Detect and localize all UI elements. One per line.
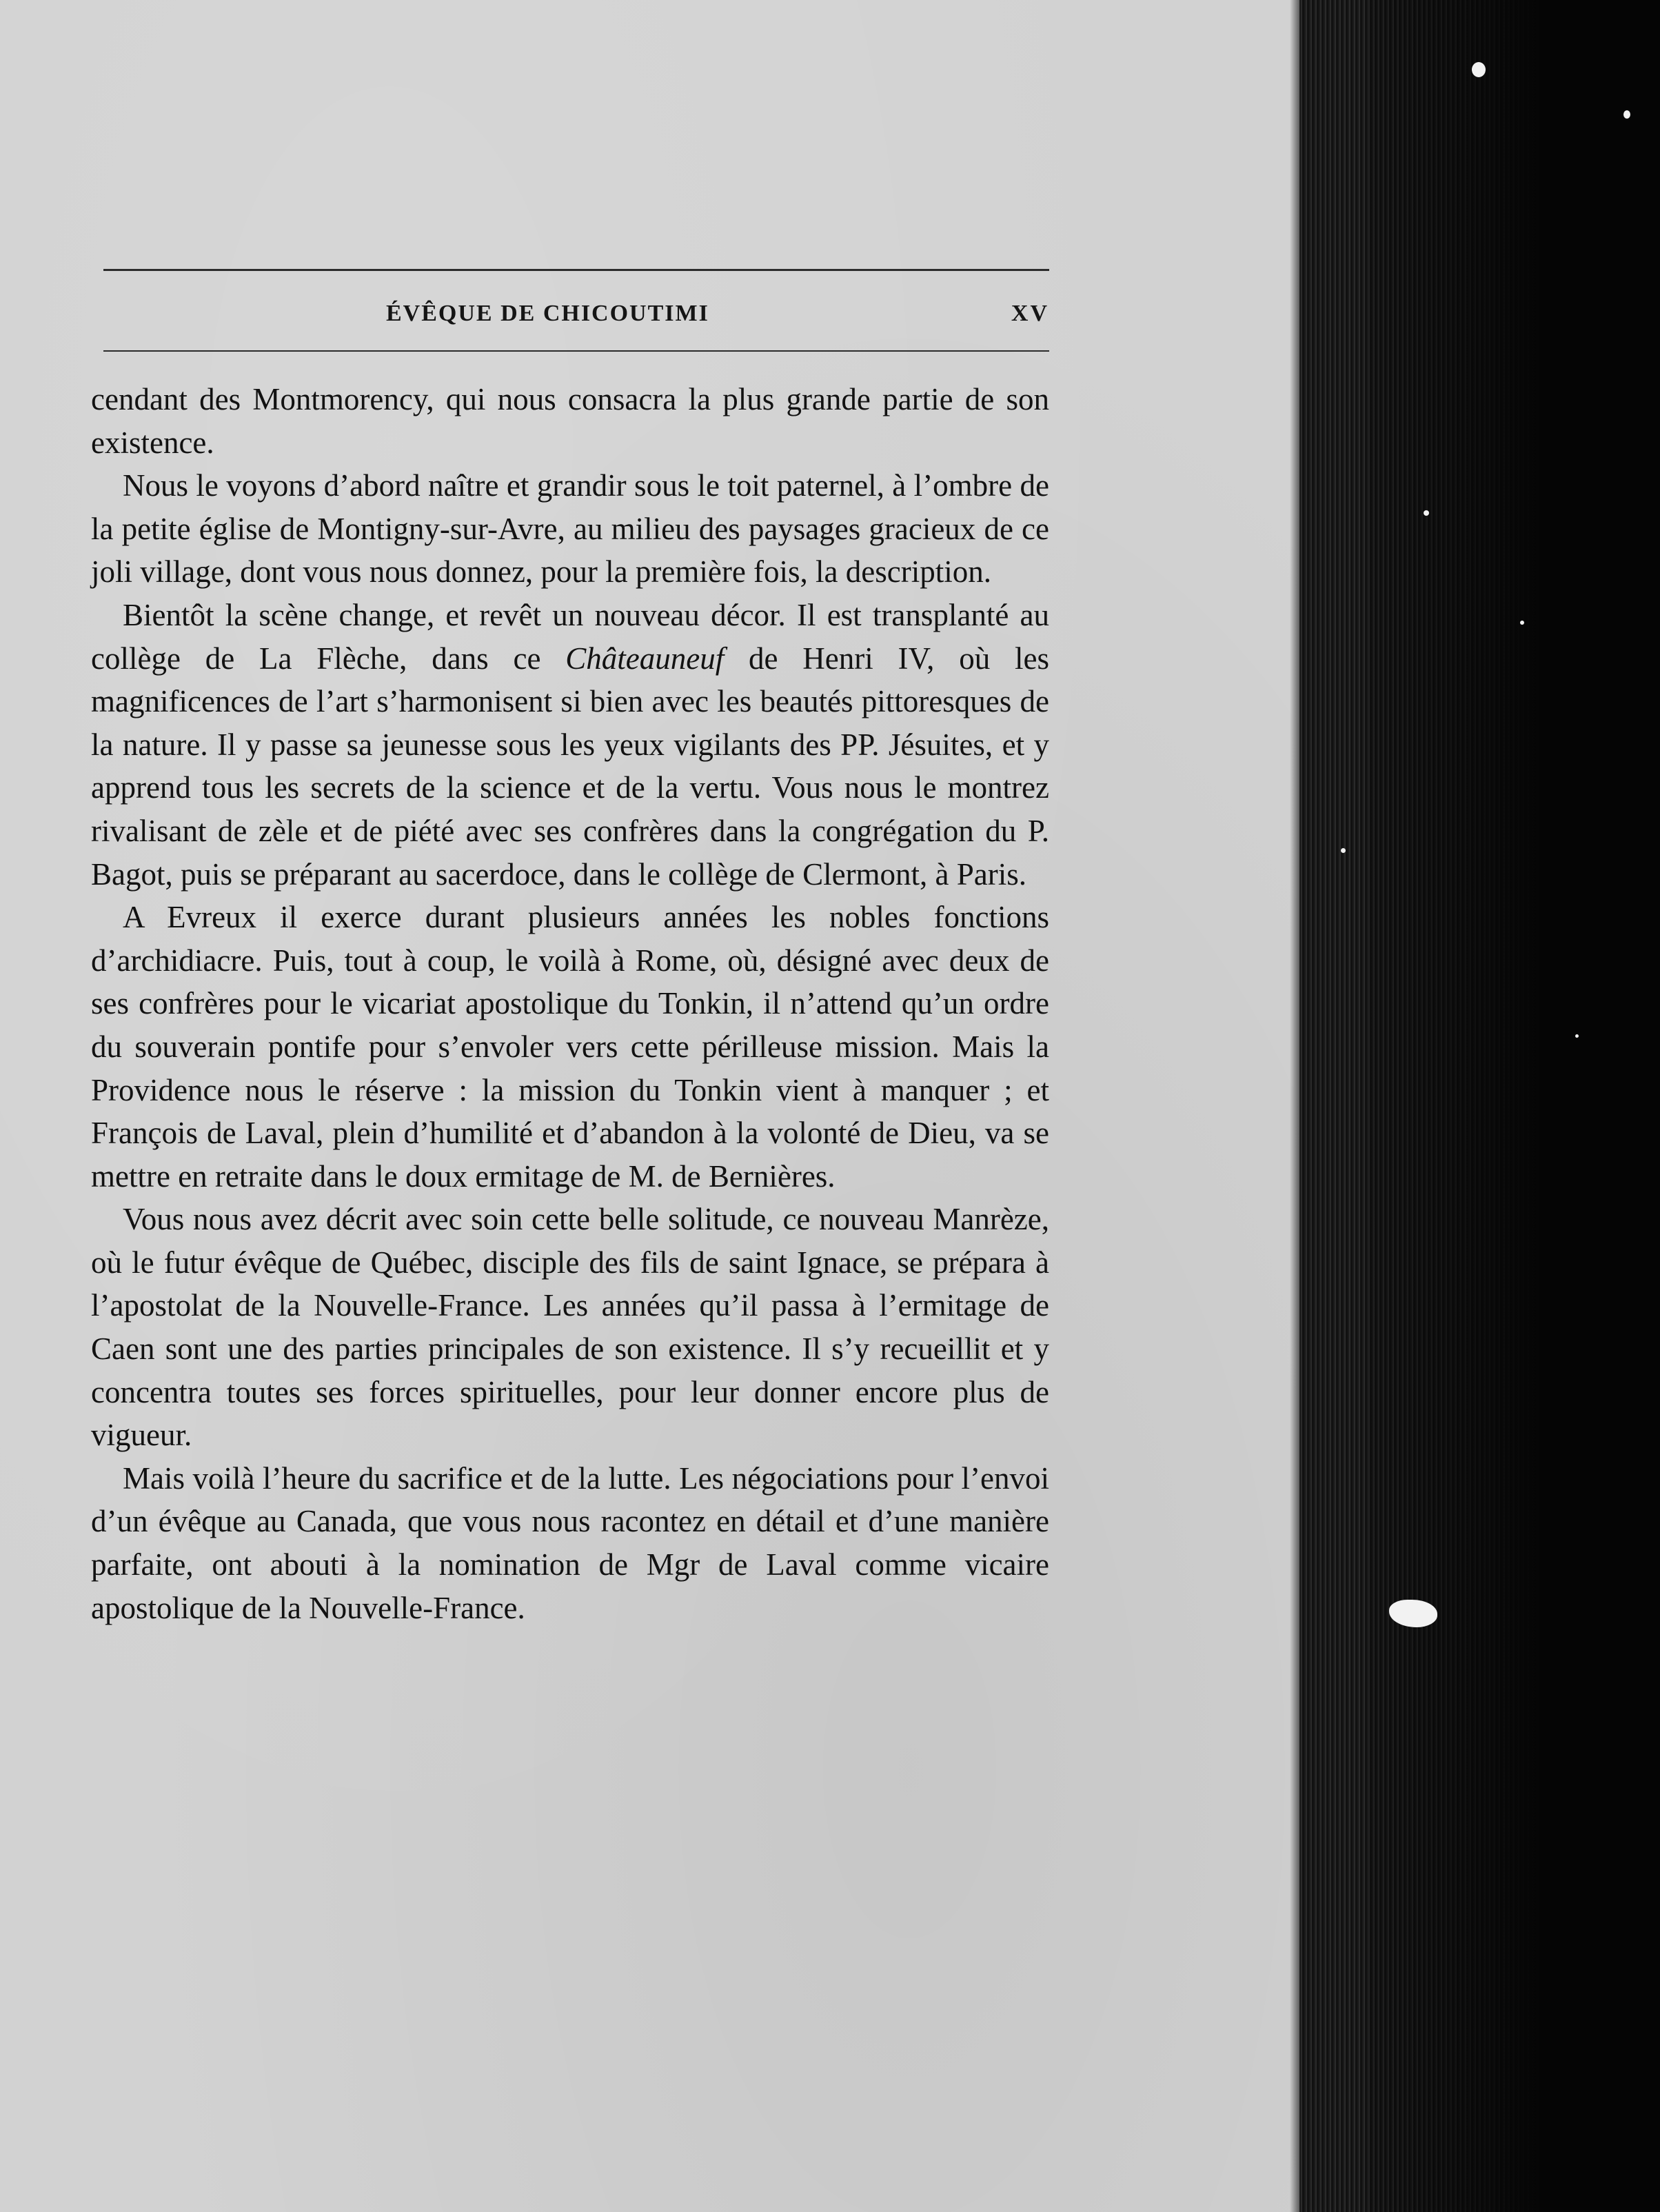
- text-run: cendant des Montmorency, qui nous consacra la plus grande partie de son existence.: [91, 382, 1049, 460]
- dust-speck: [1623, 110, 1630, 119]
- header-rule-top: [103, 269, 1049, 271]
- dust-speck: [1424, 510, 1429, 516]
- text-run: Nous le voyons d’abord naître et grandir sous le toit paternel, à l’ombre de la petite église de Montigny-sur-Avre, au milieu des paysages gracieux de ce joli village, dont vous nous donnez, pour la première fois, la description.: [91, 468, 1049, 590]
- paragraph: [91, 378, 1049, 464]
- paragraph: [91, 896, 1049, 1198]
- page-number: XV: [1011, 301, 1049, 326]
- dust-speck: [1472, 62, 1486, 77]
- page-stack-edge: [1299, 0, 1660, 2212]
- text-run: Mais voilà l’heure du sacrifice et de la lutte. Les négociations pour l’envoi d’un évêque au Canada, que vous nous racontez en détail et d’une manière parfaite, ont abouti à la nomination de Mgr de Laval comme vicaire apostolique de la Nouvelle-France.: [91, 1460, 1049, 1625]
- body-text: [91, 378, 1049, 1629]
- paragraph: [91, 1198, 1049, 1457]
- running-head-title: ÉVÊQUE DE CHICOUTIMI: [386, 301, 709, 326]
- text-run: de Henri IV, où les magnificences de l’art s’harmonisent si bien avec les beautés pittoresques de la nature. Il y passe sa jeunesse sous les yeux vigilants des PP. Jésuites, et y apprend tous les secrets de la science et de la vertu. Vous nous le montrez rivalisant de zèle et de piété avec ses confrères dans la congrégation du P. Bagot, puis se préparant au sacerdoce, dans le collège de Clermont, à Paris.: [91, 641, 1049, 892]
- paragraph: [91, 1457, 1049, 1629]
- dust-speck: [1341, 848, 1346, 853]
- paragraph: [91, 464, 1049, 594]
- dust-speck: [1520, 621, 1524, 625]
- page-stack-shadow: [1368, 0, 1660, 2212]
- dust-speck: [1575, 1034, 1579, 1038]
- text-run: Vous nous avez décrit avec soin cette belle solitude, ce nouveau Manrèze, où le futur évêque de Québec, disciple des fils de saint Ignace, se prépara à l’apostolat de la Nouvelle-France. Les années qu’il passa à l’ermitage de Caen sont une des parties principales de son existence. Il s’y recueillit et y concentra toutes ses forces spirituelles, pour leur donner encore plus de vigueur.: [91, 1202, 1049, 1453]
- text-run: A Evreux il exerce durant plusieurs années les nobles fonctions d’archidiacre. Puis, tout à coup, le voilà à Rome, où, désigné avec deux de ses confrères pour le vicariat apostolique du Tonkin, il n’attend qu’un ordre du souverain pontife pour s’envoler vers cette périlleuse mission. Mais la Providence nous le réserve : la mission du Tonkin vient à manquer ; et François de Laval, plein d’humilité et d’abandon à la volonté de Dieu, va se mettre en retraite dans le doux ermitage de M. de Bernières.: [91, 900, 1049, 1194]
- paragraph: [91, 594, 1049, 896]
- italic-text: Châteauneuf: [565, 641, 725, 676]
- text-run: Bientôt la scène change, et revêt un nouveau décor. Il est transplanté au collège de La Flèche, dans ce: [91, 597, 1049, 676]
- running-head: [103, 298, 1049, 339]
- header-rule-bottom: [103, 350, 1049, 352]
